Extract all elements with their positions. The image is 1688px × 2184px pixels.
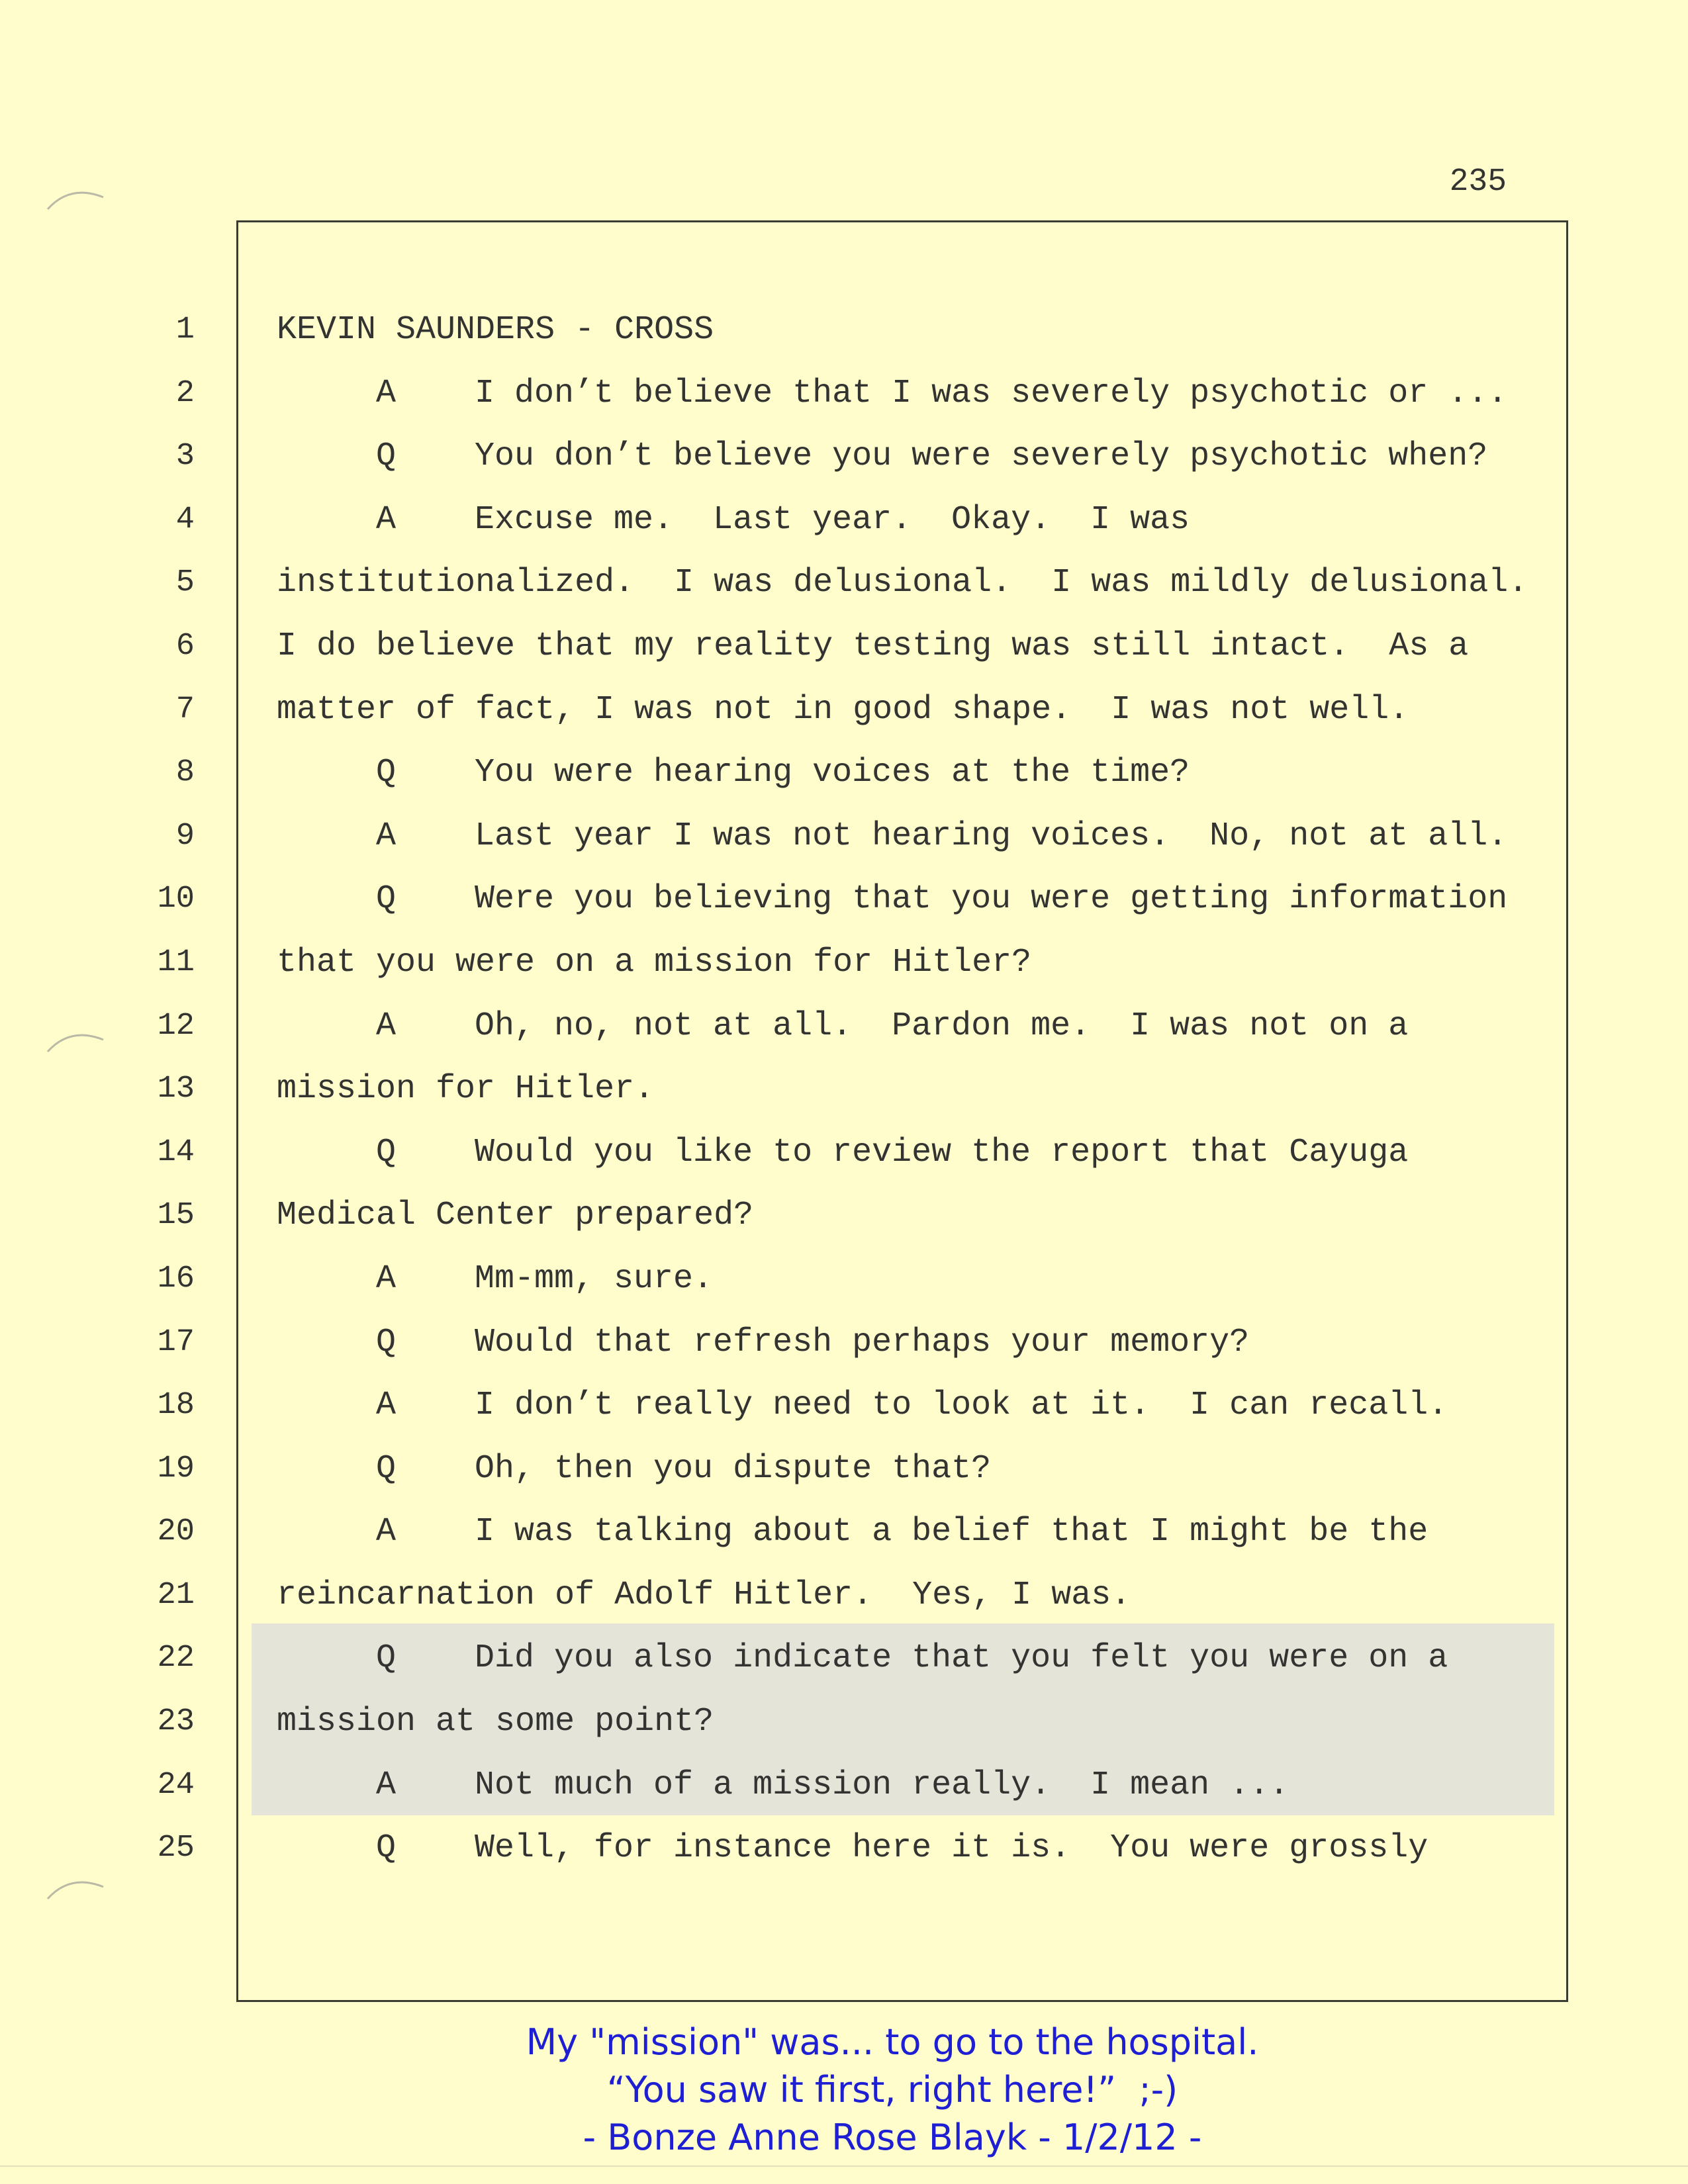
line-number: 10 [157,882,195,917]
transcript-line-highlighted [0,1627,1688,1690]
transcript-line [0,1121,1688,1185]
page-number: 235 [1449,164,1507,200]
transcript-line [0,298,1688,362]
annotation-line: My "mission" was... to go to the hospital. [526,2021,1259,2063]
speaker-label: A [376,1007,397,1045]
line-number: 11 [157,944,195,980]
line-number: 12 [157,1008,195,1044]
blue-annotation-note [230,2019,1554,2161]
transcript-line [0,425,1688,488]
line-text: reincarnation of Adolf Hitler. Yes, I was. [277,1576,1131,1614]
transcript-lines [0,298,1688,1880]
speaker-label: Q [376,1829,397,1868]
line-number: 17 [157,1324,195,1360]
speaker-label: A [376,1259,397,1298]
line-number: 6 [175,628,195,664]
line-text: You don’t believe you were severely psychotic when? [475,437,1488,476]
line-text: Would that refresh perhaps your memory? [475,1323,1250,1361]
line-text: I was talking about a belief that I might be the [475,1513,1429,1551]
line-text: I don’t really need to look at it. I can recall. [475,1387,1448,1425]
line-number: 3 [175,439,195,475]
line-text: Oh, then you dispute that? [475,1449,992,1488]
speaker-label: A [376,1766,397,1804]
page-bottom-edge [0,2165,1688,2167]
speaker-label: Q [376,880,397,919]
line-number: 16 [157,1261,195,1297]
line-text: You were hearing voices at the time? [475,754,1190,792]
speaker-label: Q [376,1323,397,1361]
line-text: Oh, no, not at all. Pardon me. I was not on a [475,1007,1409,1045]
transcript-line [0,1184,1688,1248]
line-text: Last year I was not hearing voices. No, not at all. [475,817,1508,855]
transcript-line [0,805,1688,868]
speaker-label: A [376,1513,397,1551]
line-number: 24 [157,1767,195,1803]
line-text: KEVIN SAUNDERS - CROSS [277,311,714,349]
hole-punch-mark-top [45,187,106,213]
speaker-label: A [376,817,397,855]
line-text: Mm-mm, sure. [475,1259,714,1298]
annotation-line: “You saw it first, right here!” ;-) [606,2069,1178,2111]
line-number: 19 [157,1451,195,1486]
line-number: 13 [157,1071,195,1107]
speaker-label: Q [376,754,397,792]
transcript-line [0,931,1688,995]
speaker-label: A [376,1387,397,1425]
line-text: mission for Hitler. [277,1070,655,1109]
line-text: Not much of a mission really. I mean ... [475,1766,1289,1804]
line-text: Well, for instance here it is. You were grossly [475,1829,1429,1868]
line-number: 23 [157,1704,195,1740]
speaker-label: A [376,374,397,412]
line-text: Medical Center prepared? [277,1197,754,1235]
line-number: 2 [175,375,195,411]
speaker-label: Q [376,1639,397,1678]
line-text: Excuse me. Last year. Okay. I was [475,500,1190,539]
line-number: 5 [175,565,195,601]
line-number: 14 [157,1134,195,1170]
line-number: 22 [157,1641,195,1676]
hole-punch-mark-bottom [45,1876,106,1903]
line-text: Did you also indicate that you felt you were on a [475,1639,1448,1678]
line-number: 18 [157,1388,195,1424]
transcript-line [0,615,1688,678]
line-text: Were you believing that you were getting information [475,880,1508,919]
line-text: Would you like to review the report that Cayuga [475,1133,1409,1171]
speaker-label: A [376,500,397,539]
line-text: matter of fact, I was not in good shape. I was not well. [277,690,1409,729]
transcript-line [0,1374,1688,1437]
line-number: 21 [157,1577,195,1613]
line-number: 20 [157,1514,195,1550]
transcript-line [0,1248,1688,1311]
transcript-line [0,551,1688,615]
transcript-line [0,995,1688,1058]
transcript-line [0,362,1688,426]
transcript-line [0,868,1688,931]
line-number: 1 [175,312,195,347]
annotation-signature: - Bonze Anne Rose Blayk - 1/2/12 - [583,2116,1202,2158]
line-number: 9 [175,818,195,854]
transcript-line [0,1437,1688,1501]
line-number: 15 [157,1198,195,1234]
transcript-line [0,1311,1688,1375]
line-text: I don’t believe that I was severely psychotic or ... [475,374,1508,412]
line-number: 7 [175,692,195,727]
transcript-line [0,1500,1688,1564]
line-text: institutionalized. I was delusional. I was mildly delusional. [277,564,1528,602]
line-number: 25 [157,1831,195,1866]
transcript-line [0,1564,1688,1627]
line-text: that you were on a mission for Hitler? [277,943,1032,981]
transcript-line [0,1817,1688,1880]
transcript-line [0,488,1688,552]
line-text: mission at some point? [277,1703,714,1741]
transcript-line-highlighted [0,1690,1688,1754]
speaker-label: Q [376,1133,397,1171]
line-number: 4 [175,502,195,537]
speaker-label: Q [376,1449,397,1488]
line-number: 8 [175,755,195,791]
transcript-line [0,1058,1688,1121]
transcript-line [0,678,1688,742]
transcript-line [0,741,1688,805]
line-text: I do believe that my reality testing was still intact. As a [277,627,1469,665]
speaker-label: Q [376,437,397,476]
transcript-line-highlighted [0,1754,1688,1817]
